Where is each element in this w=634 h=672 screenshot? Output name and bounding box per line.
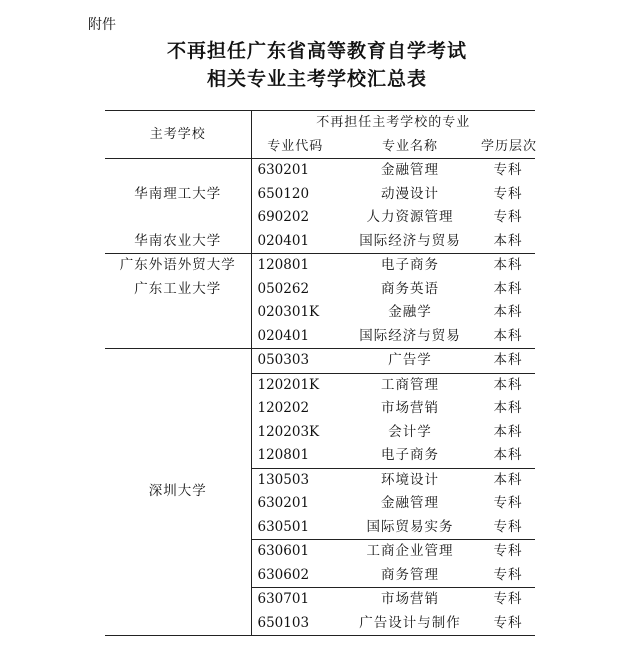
major-code: 630602 bbox=[251, 564, 339, 588]
major-name: 国际经济与贸易 bbox=[359, 232, 461, 249]
header-code: 专业代码 bbox=[251, 135, 339, 159]
major-code: 630501 bbox=[251, 516, 339, 540]
major-code: 130503 bbox=[251, 468, 339, 492]
major-name: 市场营销 bbox=[339, 588, 481, 612]
major-level: 专科 bbox=[493, 495, 523, 511]
major-level: 本科 bbox=[481, 373, 535, 397]
major-level: 本科 bbox=[481, 254, 535, 278]
major-name: 工商管理 bbox=[339, 373, 481, 397]
table-row bbox=[105, 254, 535, 278]
major-code: 020301K bbox=[251, 301, 339, 325]
major-name: 商务管理 bbox=[381, 566, 439, 583]
major-name: 会计学 bbox=[388, 423, 432, 440]
major-level: 本科 bbox=[481, 468, 535, 492]
school-cell-scut-scau bbox=[105, 159, 251, 254]
major-level: 专科 bbox=[493, 209, 523, 225]
major-name: 广告设计与制作 bbox=[339, 612, 481, 636]
major-name: 环境设计 bbox=[339, 468, 481, 492]
major-name: 国际经济与贸易 bbox=[359, 327, 461, 344]
school-name-szu: 深圳大学 bbox=[148, 483, 207, 500]
header-name: 专业名称 bbox=[381, 138, 438, 154]
major-name: 金融管理 bbox=[381, 495, 439, 511]
major-code: 120203K bbox=[251, 421, 339, 445]
major-code: 630601 bbox=[251, 540, 339, 564]
school-name-scut: 华南理工大学 bbox=[134, 185, 222, 202]
major-name: 国际贸易实务 bbox=[366, 518, 454, 535]
major-code: 120201K bbox=[251, 373, 339, 397]
major-code: 120801 bbox=[251, 254, 339, 278]
major-code: 020401 bbox=[251, 230, 339, 254]
major-level: 专科 bbox=[493, 518, 523, 535]
document-title-line2: 相关专业主考学校汇总表 bbox=[206, 68, 427, 90]
document-title-line1: 不再担任广东省高等教育自学考试 bbox=[166, 40, 467, 62]
school-cell-gdufs-gdut bbox=[105, 254, 251, 349]
major-level: 本科 bbox=[493, 304, 523, 320]
major-level: 本科 bbox=[493, 423, 523, 440]
major-level: 本科 bbox=[493, 232, 523, 249]
school-name-gdut: 广东工业大学 bbox=[134, 280, 222, 297]
major-name: 工商企业管理 bbox=[339, 540, 481, 564]
major-code: 050262 bbox=[251, 278, 339, 302]
major-name: 市场营销 bbox=[381, 400, 439, 416]
major-name: 动漫设计 bbox=[381, 185, 439, 202]
major-name: 金融管理 bbox=[339, 159, 481, 183]
majors-table bbox=[105, 110, 538, 636]
attachment-label: 附件 bbox=[88, 17, 116, 33]
major-name: 人力资源管理 bbox=[366, 209, 454, 225]
major-level: 本科 bbox=[493, 400, 523, 416]
major-name: 电子商务 bbox=[381, 447, 439, 463]
major-code: 630201 bbox=[251, 492, 339, 516]
major-level: 本科 bbox=[493, 280, 523, 297]
major-level: 专科 bbox=[481, 612, 535, 636]
school-name-scau: 华南农业大学 bbox=[134, 232, 222, 249]
header-group: 不再担任主考学校的专业 bbox=[251, 111, 535, 135]
major-name: 金融学 bbox=[388, 304, 432, 320]
major-code: 690202 bbox=[251, 206, 339, 230]
major-code: 120202 bbox=[251, 397, 339, 421]
major-code: 630201 bbox=[251, 159, 339, 183]
major-code: 650103 bbox=[251, 612, 339, 636]
header-school: 主考学校 bbox=[105, 111, 251, 159]
major-level: 本科 bbox=[493, 447, 523, 463]
major-level: 专科 bbox=[481, 588, 535, 612]
major-level: 专科 bbox=[493, 185, 523, 202]
major-code: 650120 bbox=[251, 183, 339, 207]
major-level: 专科 bbox=[493, 566, 523, 583]
major-code: 050303 bbox=[251, 349, 339, 374]
table-row bbox=[105, 159, 535, 183]
major-level: 本科 bbox=[493, 327, 523, 344]
major-code: 630701 bbox=[251, 588, 339, 612]
major-level: 专科 bbox=[481, 540, 535, 564]
major-level: 专科 bbox=[481, 159, 535, 183]
major-code: 020401 bbox=[251, 325, 339, 349]
header-level: 学历层次 bbox=[481, 138, 538, 154]
table-row bbox=[105, 349, 535, 374]
major-name: 电子商务 bbox=[339, 254, 481, 278]
major-level: 本科 bbox=[481, 349, 535, 374]
school-name-gdufs: 广东外语外贸大学 bbox=[119, 257, 236, 273]
major-name: 商务英语 bbox=[381, 280, 439, 297]
school-cell-szu bbox=[105, 349, 251, 636]
major-code: 120801 bbox=[251, 444, 339, 468]
major-name: 广告学 bbox=[339, 349, 481, 374]
